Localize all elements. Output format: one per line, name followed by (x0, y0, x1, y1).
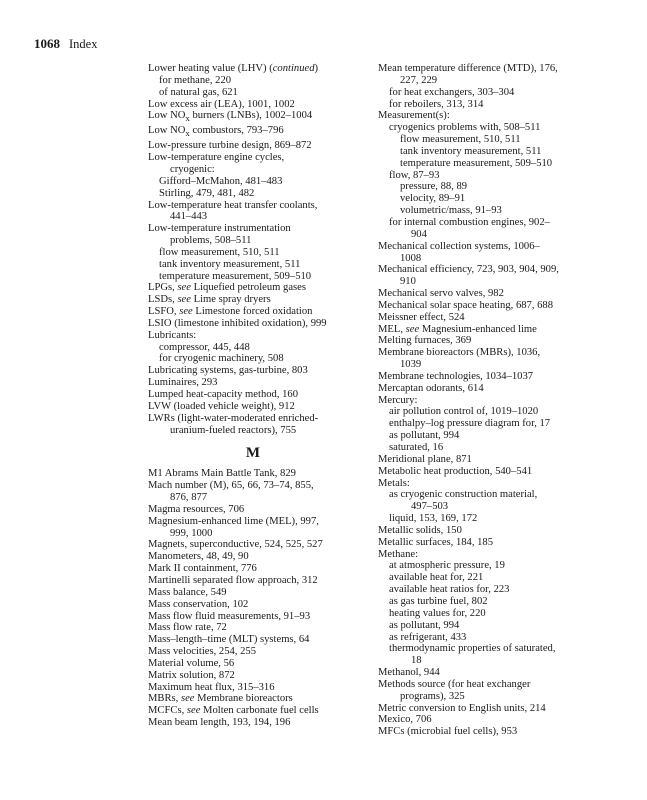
page-number: 1068 (34, 36, 60, 51)
index-entry (378, 110, 593, 122)
entry-text: Lubricants: (148, 329, 197, 341)
entry-text: 227, 229 (400, 74, 438, 86)
index-entry (148, 259, 358, 271)
index-entry-continuation (378, 655, 593, 667)
entry-text: for cryogenic machinery, 508 (159, 353, 284, 365)
entry-text: LSFO, (148, 306, 180, 318)
index-entry (148, 575, 358, 587)
entry-text: 1039 (400, 359, 422, 371)
entry-text: Metabolic heat production, 540–541 (378, 465, 533, 477)
entry-text: flow measurement, 510, 511 (159, 246, 280, 258)
entry-text: Lubricating systems, gas-turbine, 803 (148, 365, 308, 377)
entry-text: Membrane technologies, 1034–1037 (378, 370, 534, 382)
index-entry-continuation (148, 528, 358, 540)
entry-text: M1 Abrams Main Battle Tank, 829 (148, 468, 296, 480)
index-entry (148, 152, 358, 164)
index-entry (378, 418, 593, 430)
entry-text: cryogenics problems with, 508–511 (389, 122, 541, 134)
entry-text: tank inventory measurement, 511 (400, 145, 542, 157)
index-entry (378, 596, 593, 608)
entry-text: Magnesium-enhanced lime (MEL), 997, (148, 515, 319, 527)
index-entry (378, 489, 593, 501)
index-entry (378, 478, 593, 490)
index-entry (148, 551, 358, 563)
entry-text: Mercaptan odorants, 614 (378, 382, 484, 394)
index-entry (148, 342, 358, 354)
entry-text: Material volume, 56 (148, 657, 235, 669)
entry-text: see (179, 306, 193, 318)
index-entry (148, 63, 358, 75)
index-entry (148, 634, 358, 646)
index-entry (378, 170, 593, 182)
index-entry (378, 347, 593, 359)
index-entry (378, 537, 593, 549)
index-entry (148, 377, 358, 389)
index-entry-continuation (148, 425, 358, 437)
entry-text: Metric conversion to English units, 214 (378, 702, 546, 714)
entry-text: Membrane bioreactors (MBRs), 1036, (378, 347, 541, 359)
index-entry (378, 146, 593, 158)
entry-text: 910 (400, 276, 416, 288)
index-entry (378, 99, 593, 111)
entry-text: Mass velocities, 254, 255 (148, 646, 256, 658)
section-letter-heading (148, 444, 358, 462)
entry-text: velocity, 89–91 (400, 193, 466, 205)
index-entry (378, 584, 593, 596)
index-entry (148, 389, 358, 401)
index-entry (378, 513, 593, 525)
section-title: Index (69, 37, 98, 51)
entry-text: for methane, 220 (159, 74, 232, 86)
entry-text: Stirling, 479, 481, 482 (159, 187, 255, 199)
entry-text: 18 (411, 655, 422, 667)
index-entry (148, 318, 358, 330)
entry-text: ) (314, 63, 319, 74)
entry-text: tank inventory measurement, 511 (159, 258, 301, 270)
index-entry (378, 608, 593, 620)
entry-text: as pollutant, 994 (389, 619, 460, 631)
entry-text: for heat exchangers, 303–304 (389, 86, 515, 98)
entry-text: Mexico, 706 (378, 714, 432, 726)
index-entry (148, 611, 358, 623)
entry-text: Low-pressure turbine design, 869–872 (148, 140, 312, 152)
index-entry (378, 371, 593, 383)
entry-text: Membrane bioreactors (194, 693, 293, 705)
entry-text: Low-temperature engine cycles, (148, 152, 285, 164)
index-entry (378, 122, 593, 134)
entry-text: saturated, 16 (389, 442, 444, 453)
entry-text: Mechanical servo valves, 982 (378, 288, 504, 300)
index-entry (378, 63, 593, 75)
index-entry (148, 717, 358, 729)
entry-text: Mean temperature difference (MTD), 176, (378, 63, 558, 74)
entry-text: Methods source (for heat exchanger (378, 678, 531, 690)
entry-text: uranium-fueled reactors), 755 (170, 424, 297, 436)
entry-text: for reboilers, 313, 314 (389, 98, 484, 110)
index-entry (378, 87, 593, 99)
index-entry (378, 703, 593, 715)
entry-text: problems, 508–511 (170, 235, 252, 247)
index-entry (148, 294, 358, 306)
entry-text: for internal combustion engines, 902– (389, 216, 550, 228)
entry-text: see (177, 294, 191, 306)
entry-text: see (405, 323, 420, 335)
entry-text: Gifford–McMahon, 481–483 (159, 175, 283, 187)
entry-text: Molten carbonate fuel cells (200, 705, 319, 717)
index-entry (148, 176, 358, 188)
index-entry (148, 599, 358, 611)
entry-text: available heat for, 221 (389, 572, 484, 584)
index-column-right (378, 63, 593, 738)
index-entry (378, 158, 593, 170)
entry-text: air pollution control of, 1019–1020 (389, 406, 539, 418)
entry-text: Metallic solids, 150 (378, 524, 462, 536)
entry-text: burners (LNBs), 1002–1004 (189, 110, 313, 122)
entry-text: compressor, 445, 448 (159, 341, 250, 353)
entry-text: Mechanical solar space heating, 687, 688 (378, 299, 554, 311)
index-entry (378, 454, 593, 466)
index-entry (148, 693, 358, 705)
entry-text: MFCs (microbial fuel cells), 953 (378, 726, 518, 738)
index-entry (378, 395, 593, 407)
index-entry (148, 646, 358, 658)
index-entry-continuation (378, 229, 593, 241)
entry-text: pressure, 88, 89 (400, 181, 468, 193)
entry-text: Liquefied petroleum gases (190, 282, 306, 294)
entry-text: Mercury: (378, 394, 418, 406)
entry-text: Methanol, 944 (378, 667, 440, 679)
entry-text: MEL, (378, 323, 406, 335)
entry-text: Mass balance, 549 (148, 586, 227, 598)
entry-text: MCFCs, (148, 705, 187, 717)
index-entry (148, 504, 358, 516)
entry-text: at atmospheric pressure, 19 (389, 560, 505, 572)
entry-text: heating values for, 220 (389, 607, 486, 619)
entry-text: M (245, 445, 261, 462)
entry-text: 441–443 (170, 211, 208, 223)
index-entry (378, 430, 593, 442)
entry-text: combustors, 793–796 (189, 125, 284, 137)
entry-text: Magnets, superconductive, 524, 525, 527 (148, 539, 323, 551)
entry-text: thermodynamic properties of saturated, (389, 643, 556, 655)
entry-text: Maximum heat flux, 315–316 (148, 681, 275, 693)
entry-text: Mass–length–time (MLT) systems, 64 (148, 634, 310, 646)
index-entry (378, 205, 593, 217)
entry-text: Lower heating value (LHV) ( (148, 63, 273, 74)
index-entry (378, 560, 593, 572)
index-entry (148, 587, 358, 599)
entry-text: see (177, 282, 191, 294)
index-entry (148, 223, 358, 235)
entry-text: 904 (411, 228, 427, 240)
index-entry (378, 193, 593, 205)
running-header (34, 37, 97, 51)
entry-text: LVW (loaded vehicle weight), 912 (148, 400, 295, 412)
index-entry (148, 247, 358, 259)
entry-text: Magma resources, 706 (148, 503, 245, 515)
entry-text: Mass conservation, 102 (148, 598, 249, 610)
entry-text: Metallic surfaces, 184, 185 (378, 536, 494, 548)
entry-text: LSIO (limestone inhibited oxidation), 999 (148, 317, 327, 329)
entry-text: available heat ratios for, 223 (389, 584, 510, 596)
index-entry (378, 726, 593, 738)
entry-text: 1008 (400, 252, 422, 264)
index-entry (148, 622, 358, 634)
entry-text: Manometers, 48, 49, 90 (148, 551, 249, 563)
index-entry (148, 188, 358, 200)
entry-text: Mechanical collection systems, 1006– (378, 240, 540, 252)
entry-text: Melting furnaces, 369 (378, 335, 472, 347)
index-entry (378, 620, 593, 632)
entry-text: Lumped heat-capacity method, 160 (148, 389, 299, 400)
entry-text: MBRs, (148, 693, 181, 705)
entry-text: LPGs, (148, 282, 178, 294)
index-entry (148, 87, 358, 99)
entry-text: x (185, 128, 190, 139)
index-entry-continuation (378, 359, 593, 371)
index-entry (148, 110, 358, 125)
index-entry (148, 330, 358, 342)
index-entry-continuation (378, 691, 593, 703)
entry-text: Luminaires, 293 (148, 377, 218, 389)
entry-text: Low NO (148, 125, 186, 137)
entry-text: Limestone forced oxidation (192, 306, 313, 318)
entry-text: temperature measurement, 509–510 (400, 157, 553, 169)
index-entry (378, 264, 593, 276)
index-entry-continuation (378, 75, 593, 87)
index-entry-continuation (378, 276, 593, 288)
entry-text: flow measurement, 510, 511 (400, 134, 521, 146)
index-entry (148, 353, 358, 365)
index-entry (148, 75, 358, 87)
index-entry (378, 572, 593, 584)
index-entry (378, 181, 593, 193)
index-entry (148, 658, 358, 670)
entry-text: Measurement(s): (378, 110, 450, 122)
entry-text: Meridional plane, 871 (378, 453, 472, 465)
entry-text: enthalpy–log pressure diagram for, 17 (389, 418, 551, 430)
index-entry-continuation (148, 492, 358, 504)
entry-text: Low-temperature instrumentation (148, 223, 291, 235)
index-entry (378, 466, 593, 478)
index-entry (148, 306, 358, 318)
entry-text: Mean beam length, 193, 194, 196 (148, 717, 291, 729)
index-entry (378, 525, 593, 537)
index-entry (148, 271, 358, 283)
index-entry (148, 480, 358, 492)
entry-text: 999, 1000 (170, 527, 213, 539)
entry-text: Matrix solution, 872 (148, 669, 235, 681)
index-entry (378, 217, 593, 229)
index-entry-continuation (378, 253, 593, 265)
entry-text: Low excess air (LEA), 1001, 1002 (148, 98, 295, 110)
index-entry (148, 563, 358, 575)
entry-text: LWRs (light-water-moderated enriched- (148, 412, 319, 424)
entry-text: Martinelli separated flow approach, 312 (148, 574, 318, 586)
entry-text: Mass flow fluid measurements, 91–93 (148, 610, 311, 622)
entry-text: flow, 87–93 (389, 169, 440, 181)
index-entry (148, 365, 358, 377)
index-entry (378, 667, 593, 679)
entry-text: LSDs, (148, 294, 178, 306)
index-entry (378, 300, 593, 312)
index-entry-continuation (378, 501, 593, 513)
entry-text: Low NO (148, 110, 186, 122)
index-entry (148, 516, 358, 528)
entry-text: Low-temperature heat transfer coolants, (148, 199, 318, 211)
index-entry (148, 670, 358, 682)
index-entry-continuation (148, 235, 358, 247)
entry-text: continued (272, 63, 315, 74)
index-entry (378, 549, 593, 561)
index-entry (148, 200, 358, 212)
index-entry (148, 413, 358, 425)
index-entry (148, 705, 358, 717)
index-entry (148, 125, 358, 140)
index-entry-continuation (148, 211, 358, 223)
index-entry (378, 134, 593, 146)
index-entry (378, 324, 593, 336)
entry-text: as refrigerant, 433 (389, 631, 467, 643)
index-entry (378, 312, 593, 324)
entry-text: Mechanical efficiency, 723, 903, 904, 909, (378, 264, 559, 276)
entry-text: Mark II containment, 776 (148, 563, 257, 575)
index-entry (378, 288, 593, 300)
entry-text: x (185, 113, 190, 124)
entry-text: Mach number (M), 65, 66, 73–74, 855, (148, 480, 314, 492)
entry-text: as gas turbine fuel, 802 (389, 595, 488, 607)
index-entry (148, 539, 358, 551)
entry-text: Mass flow rate, 72 (148, 622, 227, 634)
index-entry (378, 406, 593, 418)
index-entry (148, 682, 358, 694)
entry-text: 497–503 (411, 501, 449, 513)
index-entry (148, 401, 358, 413)
index-entry (378, 442, 593, 454)
index-entry (378, 679, 593, 691)
entry-text: 876, 877 (170, 492, 208, 504)
entry-text: programs), 325 (400, 690, 465, 702)
index-entry (378, 714, 593, 726)
index-entry (378, 241, 593, 253)
entry-text: Metals: (378, 477, 410, 489)
index-entry (148, 140, 358, 152)
index-entry-continuation (148, 164, 358, 176)
index-entry (148, 282, 358, 294)
entry-text: as pollutant, 994 (389, 430, 460, 442)
index-entry (378, 335, 593, 347)
index-column-left (148, 63, 358, 729)
entry-text: volumetric/mass, 91–93 (400, 205, 502, 217)
index-entry (148, 99, 358, 111)
index-entry (378, 643, 593, 655)
entry-text: Lime spray dryers (190, 294, 271, 306)
entry-text: see (180, 693, 195, 705)
entry-text: Methane: (378, 548, 419, 560)
index-entry (148, 468, 358, 480)
entry-text: see (186, 705, 201, 717)
entry-text: as cryogenic construction material, (389, 489, 538, 501)
entry-text: liquid, 153, 169, 172 (389, 513, 478, 525)
entry-text: cryogenic: (170, 163, 215, 175)
index-entry (378, 383, 593, 395)
entry-text: of natural gas, 621 (159, 86, 238, 98)
entry-text: temperature measurement, 509–510 (159, 270, 312, 282)
entry-text: Magnesium-enhanced lime (419, 323, 537, 335)
index-entry (378, 632, 593, 644)
entry-text: Meissner effect, 524 (378, 311, 465, 323)
